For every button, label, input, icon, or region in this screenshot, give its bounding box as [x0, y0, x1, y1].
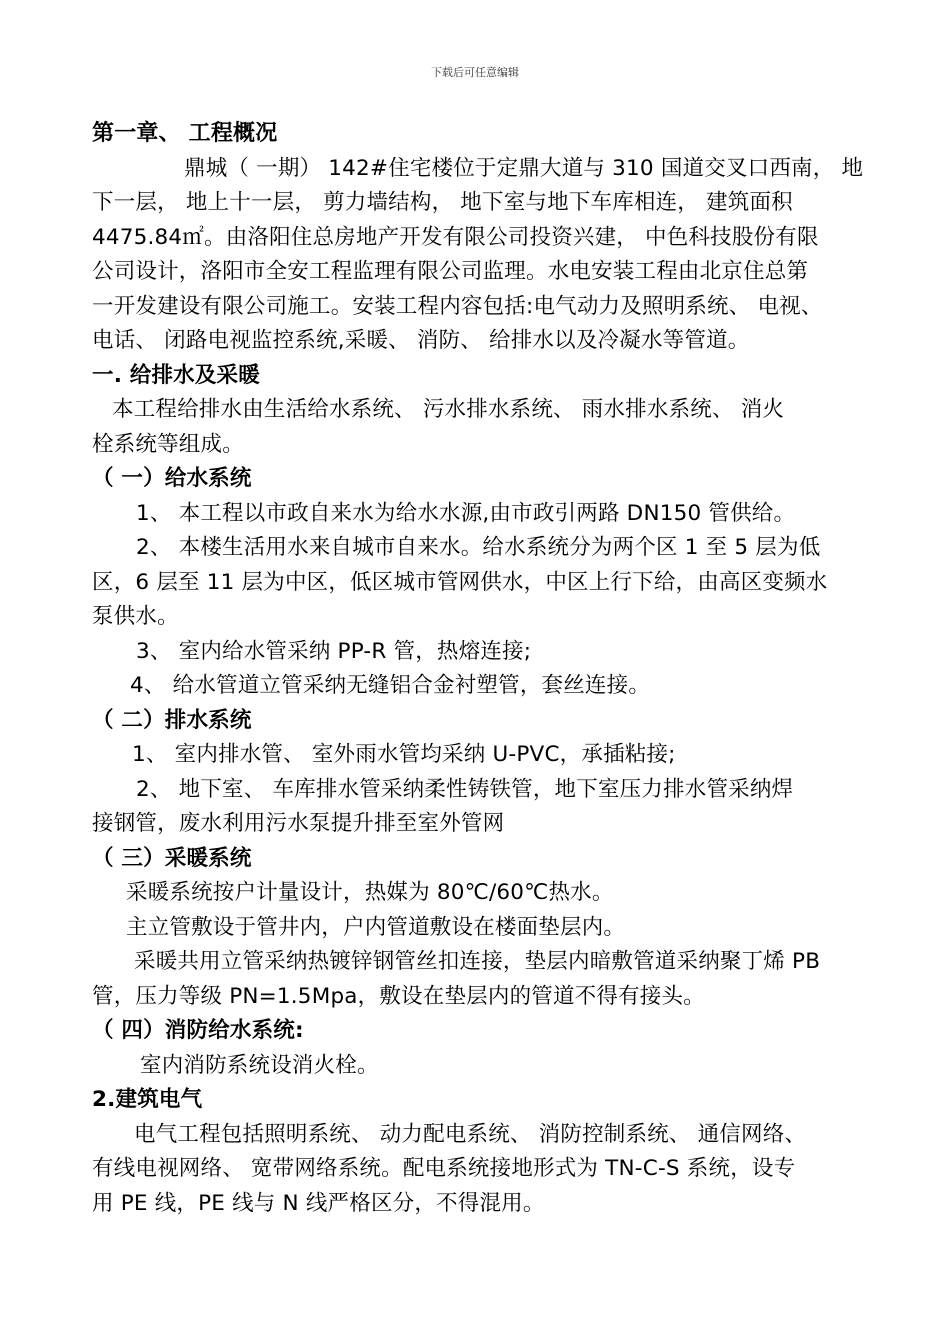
sub4-p1: 室内消防系统设消火栓。	[140, 1052, 379, 1078]
section1-intro-1: 本工程给排水由生活给水系统、 污水排水系统、 雨水排水系统、 消火	[112, 397, 785, 422]
sub3-p3-line2: 管，压力等级 PN=1.5Mpa，敷设在垫层内的管道不得有接头。	[92, 983, 705, 1009]
sub1-item2-line3: 泵供水。	[92, 604, 179, 629]
sub2-title: （ 二）排水系统	[92, 707, 252, 733]
sub3-p1: 采暖系统按户计量设计，热媒为 80℃/60℃热水。	[126, 880, 614, 905]
sub1-item1: 1、 本工程以市政自来水为给水水源,由市政引两路 DN150 管供给。	[136, 500, 796, 526]
sub1-item2-line1: 2、 本楼生活用水来自城市自来水。给水系统分为两个区 1 至 5 层为低	[136, 535, 821, 560]
sub3-p3-line1: 采暖共用立管采纳热镀锌钢管丝扣连接，垫层内暗敷管道采纳聚丁烯 PB	[134, 949, 821, 974]
overview-line-4: 公司设计，洛阳市全安工程监理有限公司监理。水电安装工程由北京住总第	[92, 259, 809, 284]
section2-p1-line1: 电气工程包括照明系统、 动力配电系统、 消防控制系统、 通信网络、	[134, 1121, 807, 1147]
overview-line-6: 电话、 闭路电视监控系统,采暖、 消防、 给排水以及冷凝水等管道。	[92, 328, 750, 353]
page-header: 下载后可任意编辑	[431, 66, 519, 79]
sub3-p2: 主立管敷设于管井内，户内管道敷设在楼面垫层内。	[126, 914, 626, 940]
chapter-title: 第一章、 工程概况	[92, 121, 278, 146]
sub1-item3: 3、 室内给水管采纳 PP-R 管，热熔连接;	[136, 638, 532, 664]
sub2-item2-line2: 接钢管，废水利用污水泵提升排至室外管网	[92, 811, 505, 836]
overview-line-3: 4475.84㎡。由洛阳住总房地产开发有限公司投资兴建， 中色科技股份有限	[92, 224, 819, 250]
sub2-item2-line1: 2、 地下室、 车库排水管采纳柔性铸铁管，地下室压力排水管采纳焊	[136, 776, 794, 802]
sub1-title: （ 一）给水系统	[92, 466, 252, 491]
section1-intro-2: 栓系统等组成。	[92, 431, 244, 457]
document-body	[92, 117, 862, 1221]
sub4-title: （ 四）消防给水系统:	[92, 1018, 304, 1043]
section1-title: 一. 给排水及采暖	[92, 362, 260, 388]
overview-line-1: 鼎城（ 一期） 142#住宅楼位于定鼎大道与 310 国道交叉口西南， 地	[184, 155, 864, 181]
section2-title: 2.建筑电气	[92, 1087, 203, 1112]
overview-line-5: 一开发建设有限公司施工。安装工程内容包括:电气动力及照明系统、 电视、	[92, 293, 823, 319]
overview-line-2: 下一层， 地上十一层， 剪力墙结构， 地下室与地下车库相连， 建筑面积	[92, 190, 793, 215]
section2-p1-line3: 用 PE 线，PE 线与 N 线严格区分，不得混用。	[92, 1190, 545, 1216]
sub1-item4: 4、 给水管道立管采纳无缝铝合金衬塑管，套丝连接。	[130, 673, 651, 698]
sub1-item2-line2: 区，6 层至 11 层为中区，低区城市管网供水，中区上行下给，由高区变频水	[92, 569, 828, 595]
section2-p1-line2: 有线电视网络、 宽带网络系统。配电系统接地形式为 TN-C-S 系统，设专	[92, 1156, 796, 1181]
sub3-title: （ 三）采暖系统	[92, 845, 252, 871]
sub2-item1: 1、 室内排水管、 室外雨水管均采纳 U-PVC，承插粘接;	[132, 742, 676, 767]
